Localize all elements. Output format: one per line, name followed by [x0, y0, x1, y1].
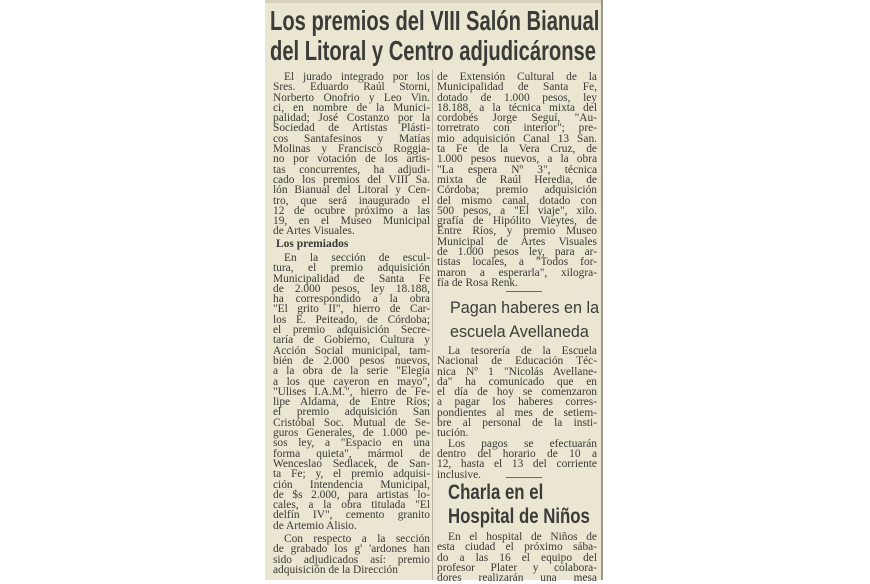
- charla-body: [437, 532, 597, 583]
- text-line: a los que cayeron en mayo",: [273, 375, 430, 388]
- text-line: no por votación de los artis-: [273, 153, 430, 166]
- text-line: tución.: [437, 427, 469, 440]
- text-line: de grabado los g' 'ardones han: [273, 543, 430, 556]
- text-line: cordobés Jorge Seguí, "Au-: [437, 112, 597, 125]
- text-line: nica Nº 1 "Nicolás Avellane-: [437, 365, 597, 378]
- pagan-body: [437, 346, 597, 480]
- text-line: cado los premios del VIII Sa.: [273, 173, 430, 186]
- main-headline-line-1: Los premios del VIII Salón Bianual: [270, 5, 600, 36]
- text-line: el premio adquisición Secre-: [273, 324, 430, 337]
- text-line: delfín IV", cemento granito: [273, 509, 430, 522]
- text-line: maron a esperarla", xilogra-: [437, 266, 597, 279]
- text-line: Norberto Onofrio y Leo Vin.: [273, 91, 430, 104]
- text-line: fía de Rosa Renk.: [437, 276, 518, 289]
- text-line: cales, a la obra titulada "El: [273, 499, 430, 512]
- text-line: Municipalidad de Santa Fe: [273, 272, 430, 285]
- text-line: lón Bianual del Litoral y Cen-: [273, 184, 430, 197]
- text-line: tro, que será inaugurado el: [273, 194, 430, 207]
- text-line: a la obra de la serie "Elegía: [273, 365, 430, 378]
- text-line: adquisición de la Dirección: [273, 563, 398, 576]
- text-line: esta ciudad el próximo sába-: [437, 541, 597, 554]
- pagan-headline-line-1: Pagan haberes en la: [450, 298, 600, 317]
- text-line: de Artes Visuales.: [273, 225, 355, 238]
- text-line: tistas locales, a "Todos for-: [437, 256, 597, 269]
- text-line: de $s 2.000, para artistas lo-: [273, 488, 430, 501]
- text-line: mixta de Raúl Heredia, de: [437, 173, 597, 186]
- text-line: Acción Social municipal, tam-: [273, 344, 430, 357]
- text-line: lipe Aldama, de Entre Ríos;: [273, 396, 430, 409]
- text-line: da" ha comunicado que en: [437, 375, 597, 388]
- main-headline-line-2: del Litoral y Centro adjudicáronse: [270, 35, 596, 66]
- text-line: ción Intendencia Municipal,: [273, 478, 430, 491]
- text-line: ta Fe; y, el premio adquisi-: [273, 468, 430, 481]
- text-line: Sociedad de Artistas Plásti-: [273, 122, 430, 135]
- text-line: ci, en nombre de la Munici-: [273, 101, 430, 114]
- separator-rule: [506, 477, 542, 478]
- text-line: Municipal de Artes Visuales: [437, 235, 597, 248]
- text-line: tura, el premio adquisición: [273, 262, 430, 275]
- column-divider: [432, 70, 433, 580]
- text-line: En la sección de escul-: [284, 252, 430, 264]
- text-line: "El grito II", hierro de Car-: [273, 303, 430, 316]
- text-line: dores realizarán una mesa: [437, 572, 597, 584]
- text-line: inclusive.: [437, 468, 481, 481]
- text-line: profesor Plater y colabora-: [437, 561, 597, 574]
- text-line: torretrato con interior"; pre-: [437, 122, 597, 135]
- text-line: forma quieta", mármol de: [273, 447, 430, 460]
- text-line: del mismo canal, dotado con: [437, 194, 597, 207]
- text-line: Wenceslao Sedlacek, de San-: [273, 457, 430, 470]
- text-line: "Ulises I.A.M.", hierro de Fe-: [273, 385, 430, 398]
- charla-headline-line-2: Hospital de Niños: [448, 505, 590, 528]
- text-line: Córdoba; premio adquisición: [437, 184, 597, 197]
- text-line: Cristóbal Soc. Mutual de Se-: [273, 416, 430, 429]
- text-line: guros Generales, de 1.000 pe-: [273, 427, 430, 440]
- text-line: 1.000 pesos nuevos, a la obra: [437, 153, 597, 166]
- text-line: dentro del horario de 10 a: [437, 447, 597, 460]
- text-line: Nacional de Educación Téc-: [437, 355, 597, 368]
- pagan-headline-line-2: escuela Avellaneda: [450, 322, 589, 341]
- text-line: En el hospital de Niños de: [448, 531, 597, 543]
- text-line: Sres. Eduardo Raúl Storni,: [273, 81, 430, 94]
- text-line: de Extensión Cultural de la: [437, 71, 597, 83]
- text-line: 500 pesos, a "El viaje", xilo.: [437, 204, 597, 217]
- text-line: dotado de 1.000 pesos, ley: [437, 91, 597, 104]
- text-line: Molinas y Francisco Roggia-: [273, 143, 430, 156]
- text-line: 12, hasta el 13 del corriente: [437, 458, 597, 471]
- text-line: Entre Ríos, y premio Museo: [437, 225, 597, 238]
- text-line: bre al personal de la insti-: [437, 417, 597, 430]
- clipping-right-edge: [601, 0, 603, 580]
- text-line: 19, en el Museo Municipal: [273, 215, 430, 228]
- text-line: Los pagos se efectuarán: [448, 437, 597, 450]
- text-line: taría de Gobierno, Cultura y: [273, 334, 430, 347]
- text-line: "La espera Nº 3", técnica: [437, 163, 597, 176]
- subhead-los-premiados: Los premiados: [276, 238, 349, 250]
- text-line: tas concurrentes, ha adjudi-: [273, 163, 430, 176]
- text-line: los E. Peiteado, de Córdoba;: [273, 313, 430, 326]
- text-line: de Artemio Alisio.: [273, 519, 357, 532]
- intro-paragraphs: [273, 72, 430, 237]
- text-line: sido adjudicados así: premio: [273, 553, 430, 566]
- text-line: Con respecto a la sección: [284, 533, 430, 545]
- text-line: ta Fe de la Vera Cruz, de: [437, 143, 597, 156]
- text-line: pondientes al mes de setiem-: [437, 406, 597, 419]
- text-line: el día de hoy se comenzaron: [437, 386, 597, 399]
- clipping-top-edge: [265, 0, 603, 3]
- text-line: grafía de Hipólito Vieytes, de: [437, 215, 597, 228]
- text-line: Municipalidad de Santa Fe,: [437, 81, 597, 94]
- text-line: a pagar los haberes corres-: [437, 396, 597, 409]
- text-line: el premio adquisición San: [273, 406, 430, 419]
- separator-rule: [506, 291, 542, 292]
- text-line: El jurado integrado por los: [284, 71, 430, 83]
- text-line: La tesorería de la Escuela: [448, 345, 597, 357]
- charla-headline-line-1: Charla en el: [448, 481, 544, 504]
- text-line: do a las 16 el equipo del: [437, 551, 597, 564]
- text-line: cos Santafesinos y Matías: [273, 132, 430, 145]
- text-line: bién de 2.000 pesos nuevos,: [273, 354, 430, 367]
- text-line: de 2.000 pesos, ley 18.188,: [273, 282, 430, 295]
- sculpture-paragraphs: [273, 253, 430, 531]
- text-line: de 1.000 pesos ley, para ar-: [437, 246, 597, 259]
- text-line: palidad; José Costanzo por la: [273, 112, 430, 125]
- text-line: sos ley, a "Espacio en una: [273, 437, 430, 450]
- engraving-paragraph: [273, 534, 430, 575]
- text-line: 18.188, a la técnica mixta del: [437, 101, 597, 114]
- text-line: 12 de ocubre próximo a las: [273, 204, 430, 217]
- col2-continuation: [437, 72, 597, 288]
- text-line: mio adquisición Canal 13 San.: [437, 132, 597, 145]
- text-line: ha correspondido a la obra: [273, 293, 430, 306]
